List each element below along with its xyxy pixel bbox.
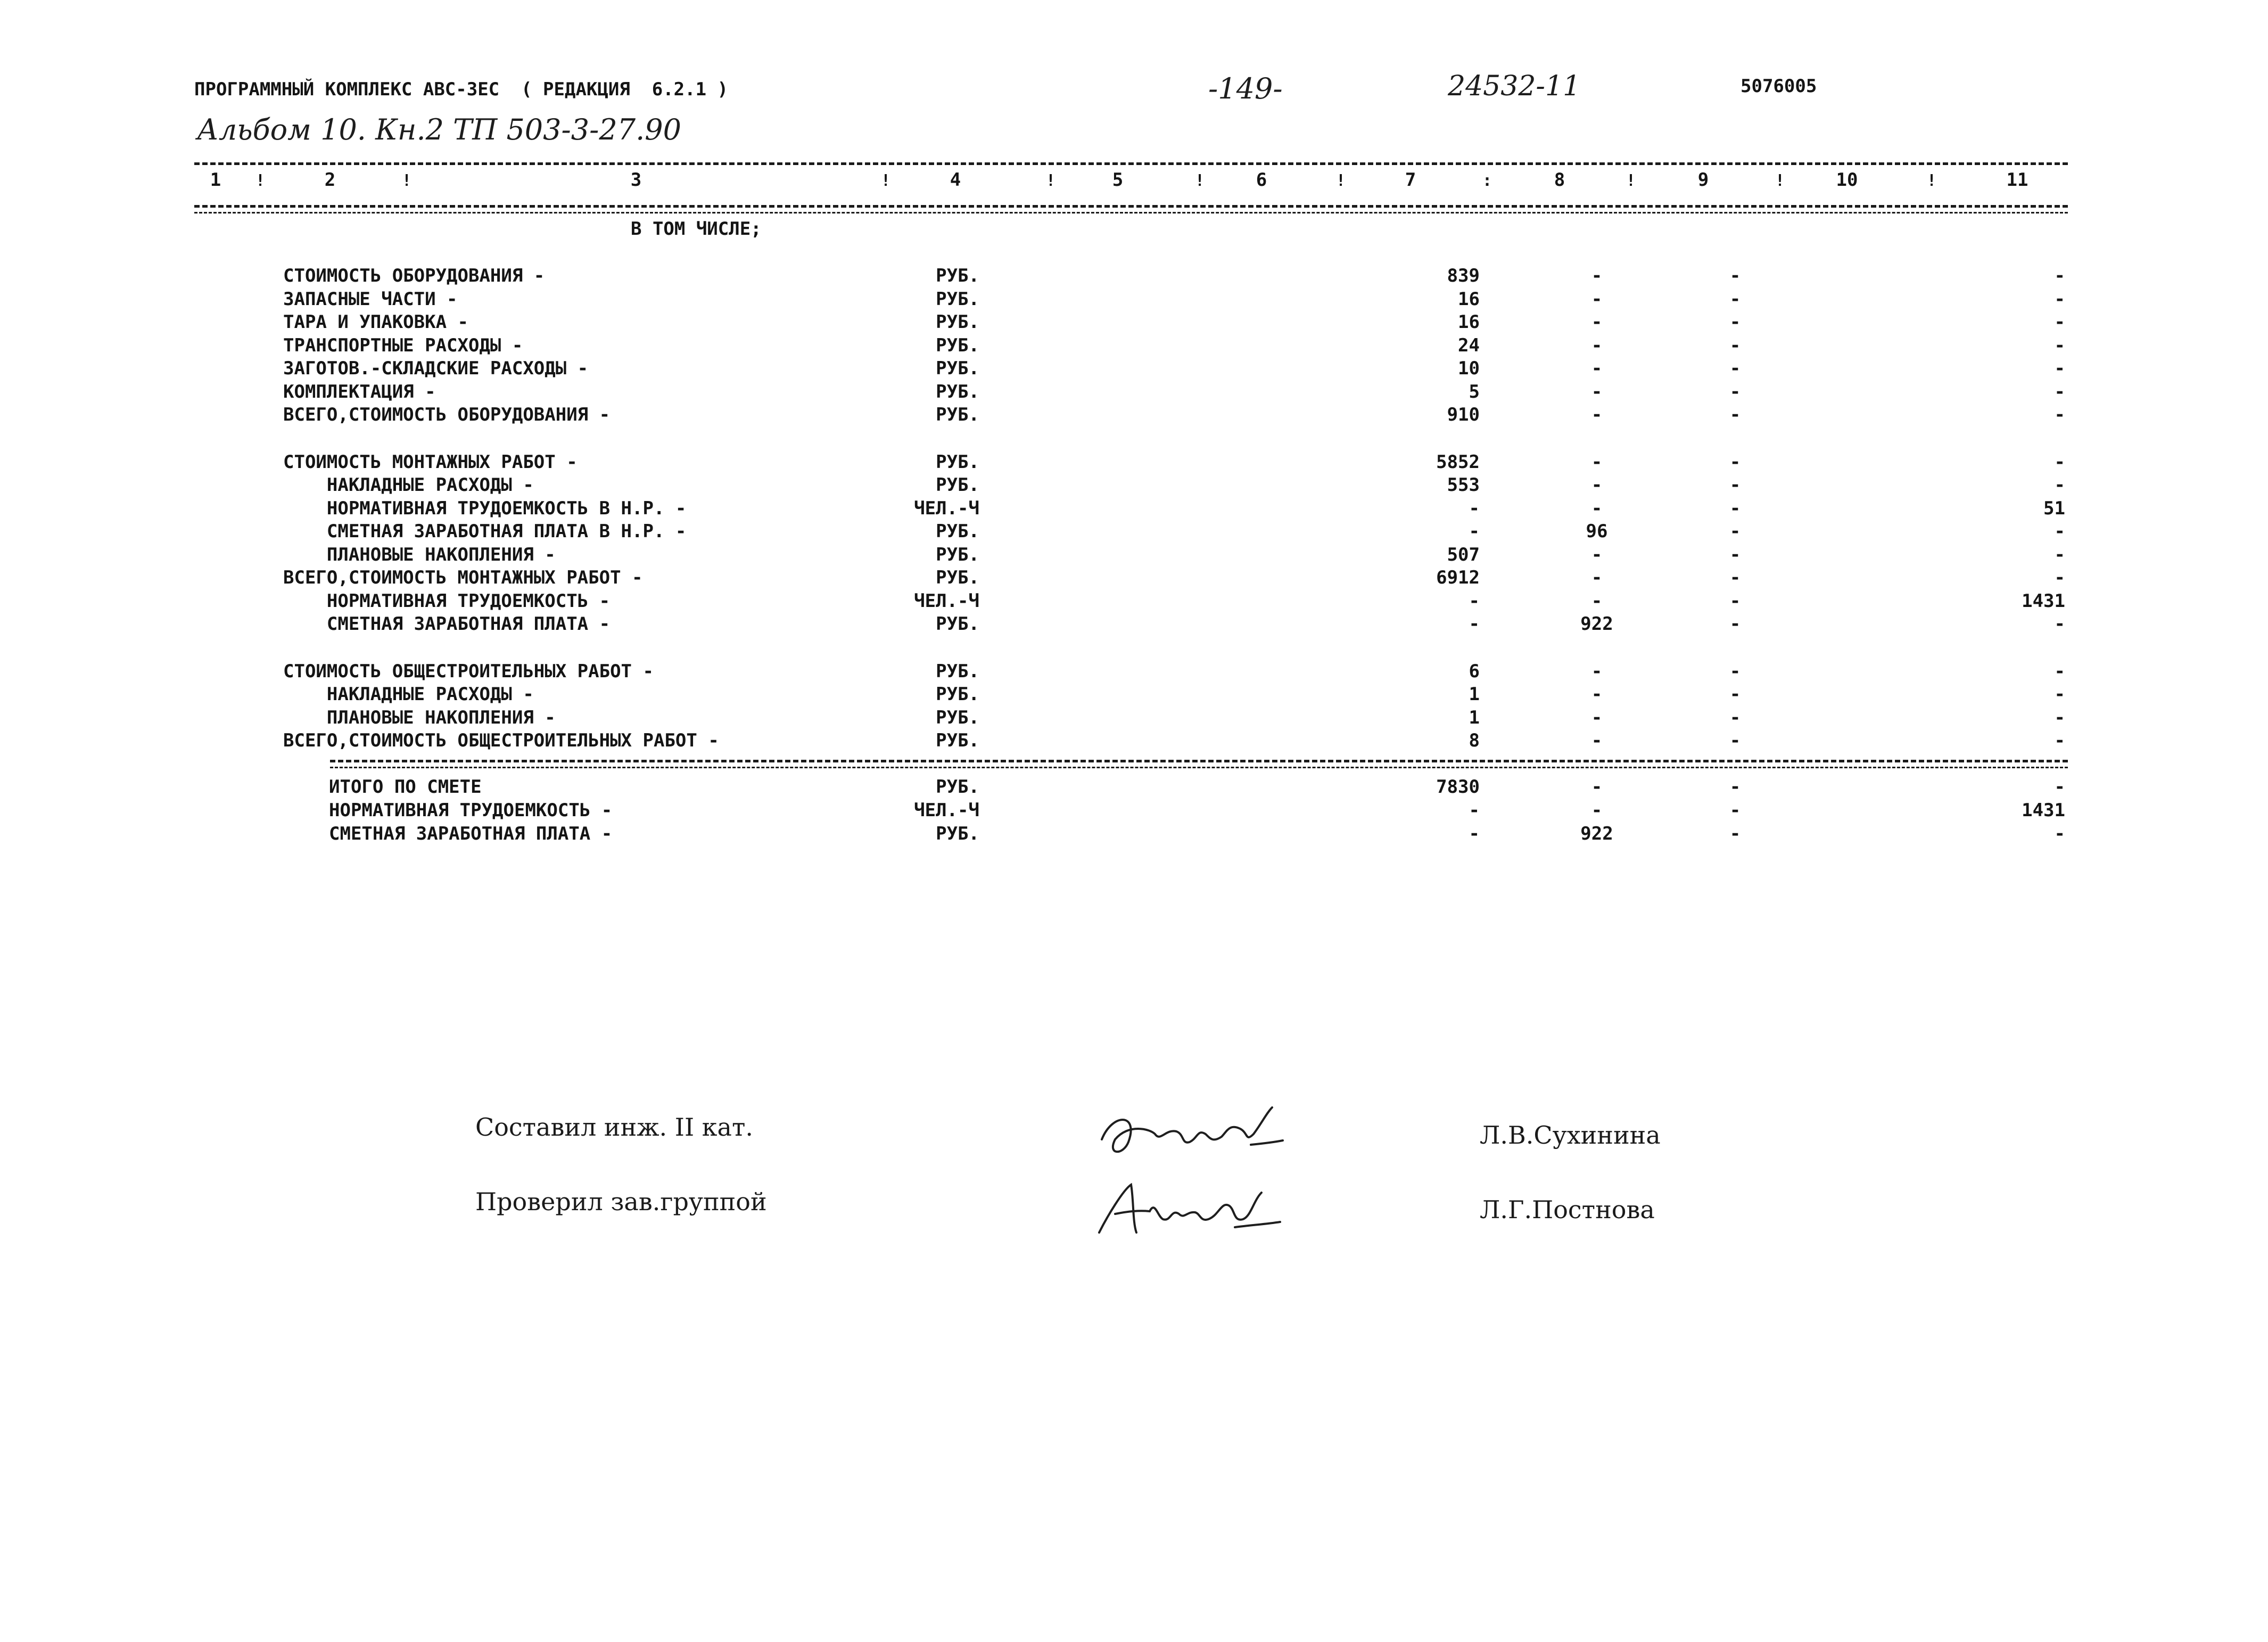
- row-unit: РУБ.: [936, 776, 979, 798]
- row-name: СТОИМОСТЬ ОБЩЕСТРОИТЕЛЬНЫХ РАБОТ -: [283, 660, 654, 682]
- row-name: НОРМАТИВНАЯ ТРУДОЕМКОСТЬ В Н.Р. -: [283, 497, 687, 519]
- row-value-col7: -: [1469, 613, 1480, 635]
- row-name: СТОИМОСТЬ ОБОРУДОВАНИЯ -: [283, 265, 545, 286]
- column-number-2: 2: [324, 169, 336, 191]
- column-separator: !: [881, 171, 891, 190]
- column-separator: !: [1195, 171, 1205, 190]
- row-value-col9: -: [1729, 660, 1741, 682]
- row-name: ПЛАНОВЫЕ НАКОПЛЕНИЯ -: [283, 707, 556, 728]
- row-value-col7: -: [1469, 590, 1480, 612]
- row-value-col7: 5: [1469, 381, 1480, 403]
- column-separator: !: [1927, 171, 1937, 190]
- row-unit: ЧЕЛ.-Ч: [914, 800, 979, 821]
- row-unit: РУБ.: [936, 404, 979, 425]
- row-value-col9: -: [1729, 521, 1741, 542]
- checked-name: Л.Г.Постнова: [1480, 1195, 1655, 1224]
- row-value-col11: 51: [2043, 497, 2065, 519]
- row-value-col9: -: [1729, 311, 1741, 333]
- row-value-col11: -: [2054, 730, 2065, 751]
- table-row: [0, 474, 2268, 498]
- row-unit: РУБ.: [936, 707, 979, 728]
- program-title: ПРОГРАММНЫЙ КОМПЛЕКС АВС-3ЕС ( РЕДАКЦИЯ 6.2.1 ): [194, 79, 729, 100]
- row-value-col7: 1: [1469, 707, 1480, 728]
- doc-number: 5076005: [1741, 76, 1817, 97]
- row-unit: РУБ.: [936, 684, 979, 705]
- row-unit: ЧЕЛ.-Ч: [914, 497, 979, 519]
- row-unit: РУБ.: [936, 334, 979, 356]
- row-name: ЗАГОТОВ.-СКЛАДСКИЕ РАСХОДЫ -: [283, 358, 589, 379]
- row-unit: РУБ.: [936, 451, 979, 473]
- row-name: ПЛАНОВЫЕ НАКОПЛЕНИЯ -: [283, 544, 556, 565]
- table-row: [0, 590, 2268, 614]
- header-rule-bottom-2: [194, 212, 2068, 214]
- row-value-col11: -: [2054, 521, 2065, 542]
- row-value-col7: 6: [1469, 660, 1480, 682]
- row-value-col9: -: [1729, 730, 1741, 751]
- row-unit: ЧЕЛ.-Ч: [914, 590, 979, 612]
- row-value-col11: -: [2054, 613, 2065, 635]
- row-value-col9: -: [1729, 265, 1741, 286]
- column-number-5: 5: [1112, 169, 1124, 191]
- composed-name: Л.В.Сухинина: [1480, 1121, 1661, 1150]
- row-value-col9: -: [1729, 497, 1741, 519]
- row-unit: РУБ.: [936, 730, 979, 751]
- row-unit: РУБ.: [936, 613, 979, 635]
- column-separator: !: [1336, 171, 1346, 190]
- row-value-col9: -: [1729, 288, 1741, 310]
- row-value-col9: -: [1729, 684, 1741, 705]
- row-name: ВСЕГО,СТОИМОСТЬ ОБОРУДОВАНИЯ -: [283, 404, 611, 425]
- row-value-col7: 1: [1469, 684, 1480, 705]
- row-value-col11: 1431: [2022, 590, 2065, 612]
- row-name: НАКЛАДНЫЕ РАСХОДЫ -: [283, 474, 534, 496]
- checked-label: Проверил зав.группой: [475, 1187, 767, 1216]
- row-value-col8: -: [1591, 567, 1603, 588]
- row-value-col8: -: [1591, 404, 1603, 425]
- column-number-9: 9: [1697, 169, 1709, 191]
- row-value-col8: -: [1591, 381, 1603, 403]
- row-value-col11: -: [2054, 707, 2065, 728]
- column-number-11: 11: [2006, 169, 2028, 191]
- row-name: ИТОГО ПО СМЕТЕ: [329, 776, 482, 798]
- signature-composed: [1091, 1091, 1293, 1171]
- row-value-col11: -: [2054, 334, 2065, 356]
- row-unit: РУБ.: [936, 521, 979, 542]
- column-separator: :: [1482, 171, 1492, 190]
- row-unit: РУБ.: [936, 660, 979, 682]
- row-value-col11: -: [2054, 544, 2065, 565]
- row-unit: РУБ.: [936, 381, 979, 403]
- column-number-3: 3: [630, 169, 642, 191]
- row-value-col7: 7830: [1436, 776, 1480, 798]
- row-value-col11: -: [2054, 776, 2065, 798]
- row-unit: РУБ.: [936, 358, 979, 379]
- row-value-col11: -: [2054, 684, 2065, 705]
- row-name: ВСЕГО,СТОИМОСТЬ МОНТАЖНЫХ РАБОТ -: [283, 567, 643, 588]
- row-value-col9: -: [1729, 613, 1741, 635]
- row-value-col11: -: [2054, 358, 2065, 379]
- row-value-col8: -: [1591, 590, 1603, 612]
- row-value-col8: -: [1591, 660, 1603, 682]
- table-row: [0, 521, 2268, 544]
- table-row: [0, 265, 2268, 289]
- row-name: СТОИМОСТЬ МОНТАЖНЫХ РАБОТ -: [283, 451, 578, 473]
- row-value-col8: -: [1591, 311, 1603, 333]
- row-value-col8: -: [1591, 497, 1603, 519]
- row-value-col8: 922: [1580, 823, 1613, 844]
- composed-label: Составил инж. II кат.: [475, 1113, 754, 1142]
- table-row: [0, 661, 2268, 684]
- row-value-col7: 839: [1447, 265, 1480, 286]
- row-unit: РУБ.: [936, 288, 979, 310]
- row-value-col11: -: [2054, 288, 2065, 310]
- column-number-1: 1: [210, 169, 221, 191]
- signature-checked: [1091, 1169, 1293, 1249]
- column-separator: !: [402, 171, 412, 190]
- table-row: [0, 498, 2268, 521]
- column-separator: !: [1775, 171, 1785, 190]
- row-name: ТРАНСПОРТНЫЕ РАСХОДЫ -: [283, 334, 523, 356]
- row-value-col11: -: [2054, 823, 2065, 844]
- row-value-col9: -: [1729, 334, 1741, 356]
- row-value-col11: -: [2054, 311, 2065, 333]
- doc-code: 24532-11: [1448, 70, 1581, 102]
- row-value-col11: -: [2054, 660, 2065, 682]
- row-value-col7: 24: [1458, 334, 1480, 356]
- row-name: НОРМАТИВНАЯ ТРУДОЕМКОСТЬ -: [329, 800, 613, 821]
- table-row: [0, 358, 2268, 381]
- table-row: [0, 730, 2268, 753]
- column-number-10: 10: [1836, 169, 1858, 191]
- subheading: В ТОМ ЧИСЛЕ;: [631, 218, 762, 240]
- totals-rule-2: [330, 767, 2068, 768]
- table-row: [0, 451, 2268, 475]
- row-value-col7: 10: [1458, 358, 1480, 379]
- row-unit: РУБ.: [936, 567, 979, 588]
- row-unit: РУБ.: [936, 265, 979, 286]
- row-value-col8: -: [1591, 288, 1603, 310]
- row-value-col7: 16: [1458, 288, 1480, 310]
- row-value-col9: -: [1729, 474, 1741, 496]
- row-value-col9: -: [1729, 567, 1741, 588]
- row-value-col11: -: [2054, 265, 2065, 286]
- row-value-col8: -: [1591, 358, 1603, 379]
- row-value-col8: -: [1591, 707, 1603, 728]
- row-value-col9: -: [1729, 544, 1741, 565]
- row-name: НАКЛАДНЫЕ РАСХОДЫ -: [283, 684, 534, 705]
- row-name: СМЕТНАЯ ЗАРАБОТНАЯ ПЛАТА -: [283, 613, 611, 635]
- row-value-col11: -: [2054, 381, 2065, 403]
- table-row: [0, 823, 2268, 847]
- row-value-col7: 553: [1447, 474, 1480, 496]
- row-value-col11: -: [2054, 451, 2065, 473]
- row-value-col7: 507: [1447, 544, 1480, 565]
- row-value-col8: 922: [1580, 613, 1613, 635]
- row-value-col7: -: [1469, 800, 1480, 821]
- page-number: -149-: [1208, 72, 1283, 105]
- table-row: [0, 335, 2268, 358]
- totals-rule: [330, 760, 2068, 762]
- row-value-col8: -: [1591, 474, 1603, 496]
- row-value-col7: -: [1469, 521, 1480, 542]
- row-name: ЗАПАСНЫЕ ЧАСТИ -: [283, 288, 458, 310]
- row-value-col9: -: [1729, 800, 1741, 821]
- row-value-col8: -: [1591, 684, 1603, 705]
- table-row: [0, 800, 2268, 823]
- row-value-col7: -: [1469, 497, 1480, 519]
- column-separator: !: [1046, 171, 1056, 190]
- table-row: [0, 381, 2268, 405]
- row-value-col7: 6912: [1436, 567, 1480, 588]
- row-value-col9: -: [1729, 590, 1741, 612]
- table-row: [0, 776, 2268, 800]
- row-value-col11: 1431: [2022, 800, 2065, 821]
- row-value-col8: -: [1591, 800, 1603, 821]
- table-row: [0, 567, 2268, 590]
- column-number-6: 6: [1256, 169, 1267, 191]
- table-row: [0, 544, 2268, 568]
- column-number-4: 4: [950, 169, 961, 191]
- row-name: НОРМАТИВНАЯ ТРУДОЕМКОСТЬ -: [283, 590, 611, 612]
- row-value-col9: -: [1729, 823, 1741, 844]
- row-value-col11: -: [2054, 404, 2065, 425]
- row-value-col8: -: [1591, 544, 1603, 565]
- row-value-col9: -: [1729, 381, 1741, 403]
- row-name: ТАРА И УПАКОВКА -: [283, 311, 468, 333]
- header-rule-top: [194, 162, 2068, 165]
- column-separator: !: [1626, 171, 1636, 190]
- table-row: [0, 311, 2268, 335]
- row-value-col7: 8: [1469, 730, 1480, 751]
- column-number-8: 8: [1554, 169, 1565, 191]
- row-value-col8: 96: [1586, 521, 1608, 542]
- row-value-col7: 16: [1458, 311, 1480, 333]
- row-name: ВСЕГО,СТОИМОСТЬ ОБЩЕСТРОИТЕЛЬНЫХ РАБОТ -: [283, 730, 719, 751]
- table-row: [0, 684, 2268, 707]
- row-name: КОМПЛЕКТАЦИЯ -: [283, 381, 436, 403]
- column-separator: !: [255, 171, 266, 190]
- row-value-col9: -: [1729, 776, 1741, 798]
- header-rule-bottom: [194, 205, 2068, 208]
- row-name: СМЕТНАЯ ЗАРАБОТНАЯ ПЛАТА -: [329, 823, 613, 844]
- row-value-col9: -: [1729, 358, 1741, 379]
- row-unit: РУБ.: [936, 474, 979, 496]
- row-name: СМЕТНАЯ ЗАРАБОТНАЯ ПЛАТА В Н.Р. -: [283, 521, 687, 542]
- row-value-col11: -: [2054, 474, 2065, 496]
- row-value-col7: 910: [1447, 404, 1480, 425]
- row-unit: РУБ.: [936, 823, 979, 844]
- row-value-col7: 5852: [1436, 451, 1480, 473]
- column-number-7: 7: [1405, 169, 1416, 191]
- row-unit: РУБ.: [936, 544, 979, 565]
- row-value-col9: -: [1729, 707, 1741, 728]
- row-value-col9: -: [1729, 404, 1741, 425]
- row-value-col8: -: [1591, 334, 1603, 356]
- table-row: [0, 613, 2268, 637]
- album-reference: Альбом 10. Кн.2 ТП 503-3-27.90: [197, 113, 681, 146]
- row-value-col11: -: [2054, 567, 2065, 588]
- row-value-col8: -: [1591, 451, 1603, 473]
- row-unit: РУБ.: [936, 311, 979, 333]
- row-value-col8: -: [1591, 776, 1603, 798]
- row-value-col8: -: [1591, 265, 1603, 286]
- row-value-col9: -: [1729, 451, 1741, 473]
- row-value-col8: -: [1591, 730, 1603, 751]
- table-row: [0, 289, 2268, 312]
- row-value-col7: -: [1469, 823, 1480, 844]
- table-row: [0, 707, 2268, 730]
- table-row: [0, 404, 2268, 428]
